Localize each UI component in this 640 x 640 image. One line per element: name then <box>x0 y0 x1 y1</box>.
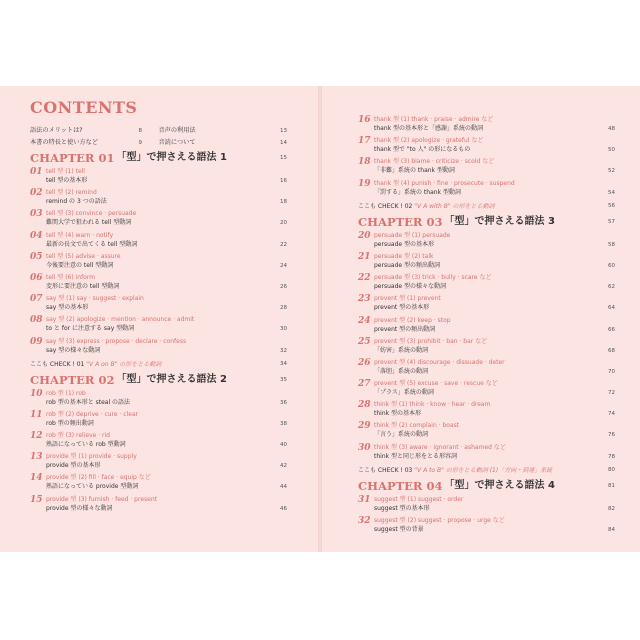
toc-entry <box>358 252 615 273</box>
entry-number: 22 <box>358 273 371 284</box>
entry-heading: thank 型 (1) thank · praise · admire など <box>374 116 494 123</box>
chapter-number: CHAPTER 03 <box>358 214 443 229</box>
entry-subtitle-row <box>374 166 615 176</box>
entry-subtitle-row <box>374 504 615 514</box>
entry-subtitle-row <box>374 525 615 535</box>
chapter-page: 35 <box>280 376 287 383</box>
entry-page: 60 <box>608 262 615 269</box>
toc-entry <box>30 410 287 431</box>
toc-entry <box>358 294 615 315</box>
entry-subtitle: 熟語になっている provide 型動詞 <box>46 483 139 491</box>
entry-text <box>46 473 287 492</box>
entry-subtitle-row <box>46 282 287 292</box>
entry-subtitle: 「非難」系統の thank 型動詞 <box>374 167 455 175</box>
entry-text <box>46 252 287 271</box>
chapter-number: CHAPTER 02 <box>30 372 115 387</box>
entry-page: 68 <box>608 347 615 354</box>
intro-item-page: 8 <box>138 128 142 134</box>
entry-text <box>374 421 615 440</box>
entry-page: 50 <box>608 147 615 154</box>
entry-text <box>374 358 615 377</box>
entry-number: 21 <box>358 251 371 262</box>
entry-page: 74 <box>608 411 615 418</box>
entry-heading: persuade 型 (1) persuade <box>374 231 451 239</box>
entry-subtitle: 「妨害」系統の動詞 <box>374 346 429 354</box>
entry-text <box>374 337 615 356</box>
entry-subtitle-row <box>46 176 287 186</box>
entry-subtitle-row <box>46 440 287 450</box>
entry-heading: rob 型 (2) deprive · cure · clear <box>46 410 139 418</box>
entry-subtitle: persuade 型の基本形 <box>374 240 434 248</box>
chapter-number: CHAPTER 04 <box>358 478 443 493</box>
entry-heading: suggest 型 (2) suggest · propose · urge など <box>374 517 505 524</box>
toc-entry <box>30 473 287 494</box>
entry-page: 20 <box>280 220 287 227</box>
entry-subtitle: 変形に要注意の tell 型動詞 <box>46 282 120 290</box>
check-highlight: "V A to B" の形をとる動詞 (1)「方向・到達」系統 <box>414 466 553 474</box>
entry-number: 02 <box>30 188 43 199</box>
entry-subtitle: say 型の様々な動詞 <box>46 346 101 354</box>
entry-page: 62 <box>608 284 615 291</box>
intro-item-page: 13 <box>280 128 287 134</box>
entry-subtitle-row <box>374 188 615 198</box>
intro-list <box>30 125 287 149</box>
entry-subtitle-row <box>374 346 615 356</box>
left-page <box>30 97 287 516</box>
entry-page: 48 <box>608 126 615 132</box>
entry-subtitle-row <box>374 240 615 250</box>
entry-text <box>46 410 287 429</box>
entry-heading: prevent 型 (4) discourage · dissuade · deter <box>374 358 505 366</box>
contents-title: CONTENTS <box>30 98 138 117</box>
entry-heading: rob 型 (1) rob <box>46 389 86 397</box>
entry-page: 78 <box>608 453 615 460</box>
check-label: ここも CHECK ! 03 <box>358 466 415 474</box>
entry-subtitle: 難関大学で狙われる tell 型動詞 <box>46 219 132 227</box>
entry-subtitle: think 型の基本形 <box>374 410 422 418</box>
entry-page: 84 <box>608 527 615 533</box>
entry-number: 13 <box>30 452 43 463</box>
entry-subtitle-row <box>46 240 287 250</box>
entry-number: 29 <box>358 421 371 432</box>
entry-heading: say 型 (1) say · suggest · explain <box>46 295 144 303</box>
entry-number: 16 <box>358 115 371 125</box>
entry-heading: tell 型 (3) convince · persuade <box>46 210 137 218</box>
toc-entry <box>30 294 287 315</box>
entry-subtitle: 「言う」系統の動詞 <box>374 431 429 439</box>
entry-subtitle-row <box>374 124 615 134</box>
intro-item-title: 音声の利用法 <box>158 127 196 134</box>
entry-subtitle: prevent 型の基本形 <box>374 304 430 312</box>
entry-heading: persuade 型 (2) talk <box>374 252 434 260</box>
toc-entry <box>30 315 287 336</box>
intro-row <box>30 125 287 137</box>
intro-item-title: 語法のメリットは? <box>30 127 83 134</box>
entry-page: 24 <box>280 262 287 269</box>
entry-subtitle: rob 型の基本形と steal の語法 <box>46 398 131 406</box>
toc-entry <box>358 115 615 136</box>
entry-subtitle: thank 型で "to 人" の形になるもの <box>374 146 471 154</box>
entry-heading: tell 型 (1) tell <box>46 168 85 175</box>
entry-text <box>46 452 287 471</box>
entry-text <box>374 273 615 292</box>
entry-subtitle: to と for に注意する say 型動詞 <box>46 325 135 333</box>
entry-subtitle: 「プラス」系統の動詞 <box>374 389 434 397</box>
intro-item-page: 9 <box>138 140 142 146</box>
chapter-heading <box>358 477 615 495</box>
entry-subtitle: 「罰する」系統の thank 型動詞 <box>374 188 461 196</box>
entry-text <box>374 179 615 198</box>
entry-page: 66 <box>608 326 615 333</box>
entry-text <box>374 495 615 514</box>
book-gutter <box>318 86 322 552</box>
toc-entry <box>358 337 615 358</box>
check-highlight: "V A with B" の形をとる動詞 <box>414 202 495 210</box>
entry-number: 28 <box>358 400 371 411</box>
right-page <box>358 115 615 537</box>
entry-subtitle-row <box>374 282 615 292</box>
check-row <box>358 200 615 213</box>
chapter-page: 81 <box>608 482 615 489</box>
entry-number: 25 <box>358 336 371 347</box>
entry-text <box>46 431 287 450</box>
entry-heading: think 型 (2) complain · boast <box>374 422 460 430</box>
entry-page: 64 <box>608 305 615 312</box>
entry-page: 32 <box>280 347 287 354</box>
entry-subtitle-row <box>46 461 287 471</box>
toc-entry <box>358 443 615 464</box>
entry-heading: tell 型 (4) warn · notify <box>46 231 114 239</box>
check-page: 34 <box>280 360 287 367</box>
entry-subtitle-row <box>46 261 287 271</box>
entry-heading: provide 型 (3) furnish · feed · present <box>46 495 157 503</box>
entry-text <box>374 231 615 250</box>
entry-heading: thank 型 (4) punish · fine · prosecute · suspend <box>374 179 515 187</box>
entry-text <box>46 231 287 250</box>
entry-text <box>46 315 287 334</box>
entry-subtitle-row <box>374 409 615 419</box>
toc-entry <box>30 188 287 209</box>
entry-heading: tell 型 (2) remind <box>46 189 97 197</box>
check-row <box>358 464 615 477</box>
check-text <box>358 200 608 213</box>
check-page: 80 <box>608 466 615 473</box>
entry-heading: prevent 型 (1) prevent <box>374 295 441 303</box>
entry-subtitle: 「落胆」系統の動詞 <box>374 367 429 375</box>
entry-subtitle: suggest 型の背景 <box>374 526 424 533</box>
entry-heading: thank 型 (2) apologize · grateful など <box>374 137 484 145</box>
entry-number: 06 <box>30 272 43 283</box>
entry-heading: provide 型 (1) provide · supply <box>46 453 137 461</box>
entry-subtitle: tell 型の基本形 <box>46 177 88 184</box>
entry-number: 15 <box>30 494 43 505</box>
entry-heading: rob 型 (3) relieve · rid <box>46 432 110 440</box>
entry-subtitle: suggest 型の基本形 <box>374 504 430 512</box>
entry-text <box>46 389 287 408</box>
entry-page: 42 <box>280 463 287 470</box>
entry-heading: prevent 型 (3) prohibit · ban · bar など <box>374 337 488 345</box>
entry-text <box>46 294 287 313</box>
entry-subtitle: think 型と同じ形をとる形容詞 <box>374 452 458 460</box>
toc-entry <box>358 316 615 337</box>
entry-text <box>374 136 615 155</box>
entry-subtitle-row <box>374 430 615 440</box>
intro-item-title: 本書の特長と使い方など <box>30 139 99 146</box>
entry-number: 05 <box>30 251 43 262</box>
entry-number: 17 <box>358 136 371 147</box>
entry-heading: prevent 型 (5) excuse · save · rescue など <box>374 380 498 388</box>
entry-number: 10 <box>30 388 43 399</box>
intro-row <box>30 137 287 149</box>
intro-item-page: 14 <box>280 140 287 146</box>
entry-subtitle-row <box>374 261 615 271</box>
entry-page: 38 <box>280 420 287 427</box>
entry-number: 08 <box>30 315 43 326</box>
entry-page: 36 <box>280 399 287 406</box>
toc-entry <box>358 516 615 537</box>
entry-number: 14 <box>30 473 43 484</box>
chapter-title: 「型」で押さえる語法 4 <box>444 479 555 491</box>
entry-subtitle: rob 型の頻出動詞 <box>46 419 94 427</box>
entry-page: 18 <box>280 199 287 206</box>
entry-heading: suggest 型 (1) suggest · order <box>374 495 464 503</box>
chapter-title: 「型」で押さえる語法 2 <box>116 373 227 385</box>
entry-heading: provide 型 (2) fill · face · equip など <box>46 474 151 482</box>
chapter-heading <box>358 213 615 231</box>
chapter-title: 「型」で押さえる語法 3 <box>444 215 555 227</box>
toc-entry <box>358 379 615 400</box>
toc-entry <box>30 337 287 358</box>
entry-number: 32 <box>358 516 371 526</box>
entry-number: 09 <box>30 336 43 347</box>
check-highlight: "V A on B" の形をとる動詞 <box>86 360 162 368</box>
entry-number: 03 <box>30 209 43 220</box>
entry-subtitle-row <box>46 197 287 207</box>
intro-item-title: 音読について <box>158 139 196 146</box>
entry-number: 23 <box>358 294 371 305</box>
entry-text <box>374 400 615 419</box>
intro-item <box>30 125 159 137</box>
entry-subtitle-row <box>46 419 287 429</box>
check-text <box>30 358 280 371</box>
check-text <box>358 464 608 477</box>
entry-text <box>374 379 615 398</box>
toc-entry <box>30 252 287 273</box>
left-sections <box>30 149 287 516</box>
entry-number: 12 <box>30 431 43 442</box>
entry-number: 27 <box>358 379 371 390</box>
entry-subtitle-row <box>46 482 287 492</box>
chapter-number: CHAPTER 01 <box>30 151 115 165</box>
entry-subtitle: thank 型の基本形と「感謝」系統の動詞 <box>374 125 484 132</box>
entry-subtitle: 今後要注意の tell 型動詞 <box>46 261 114 269</box>
entry-subtitle: prevent 型の頻出動詞 <box>374 325 436 333</box>
entry-heading: think 型 (1) think · know · hear · dream <box>374 401 491 409</box>
entry-page: 28 <box>280 305 287 312</box>
entry-subtitle-row <box>374 325 615 335</box>
toc-entry <box>358 231 615 252</box>
entry-text <box>374 516 615 535</box>
entry-subtitle: remind の 3 つの語法 <box>46 198 107 206</box>
entry-page: 70 <box>608 368 615 375</box>
entry-text <box>374 443 615 462</box>
toc-entry <box>358 400 615 421</box>
entry-page: 52 <box>608 168 615 175</box>
toc-entry <box>30 209 287 230</box>
entry-number: 01 <box>30 167 43 177</box>
chapter-page: 57 <box>608 218 615 225</box>
entry-page: 46 <box>280 505 287 512</box>
entry-number: 30 <box>358 442 371 453</box>
toc-entry <box>358 157 615 178</box>
entry-text <box>374 316 615 335</box>
toc-entry <box>30 431 287 452</box>
entry-heading: tell 型 (6) inform <box>46 273 96 281</box>
entry-page: 40 <box>280 442 287 449</box>
entry-number: 31 <box>358 494 371 505</box>
entry-number: 04 <box>30 230 43 241</box>
entry-page: 82 <box>608 505 615 512</box>
entry-text <box>46 167 287 186</box>
toc-entry <box>30 273 287 294</box>
entry-page: 76 <box>608 432 615 439</box>
entry-heading: say 型 (2) apologize · mention · announce · admit <box>46 316 195 324</box>
entry-subtitle-row <box>374 145 615 155</box>
entry-subtitle-row <box>374 452 615 462</box>
entry-page: 30 <box>280 326 287 333</box>
entry-subtitle: provide 型の基本形 <box>46 462 101 470</box>
chapter-heading <box>30 149 287 167</box>
toc-entry <box>30 231 287 252</box>
intro-item <box>159 137 288 149</box>
toc-entry <box>358 495 615 516</box>
entry-page: 16 <box>280 178 287 184</box>
entry-subtitle-row <box>46 324 287 334</box>
entry-subtitle-row <box>374 367 615 377</box>
intro-item <box>159 125 288 137</box>
entry-subtitle: persuade 型の様々な動詞 <box>374 283 446 291</box>
entry-text <box>46 337 287 356</box>
entry-number: 18 <box>358 157 371 168</box>
entry-text <box>374 157 615 176</box>
entry-subtitle: 熟語になっている rob 型動詞 <box>46 441 126 449</box>
entry-heading: think 型 (3) aware · ignorant · ashamed など <box>374 443 506 451</box>
entry-page: 54 <box>608 189 615 196</box>
entry-subtitle-row <box>46 504 287 514</box>
entry-text <box>374 115 615 134</box>
toc-entry <box>358 273 615 294</box>
entry-number: 19 <box>358 178 371 189</box>
chapter-page: 15 <box>280 155 287 161</box>
entry-subtitle-row <box>46 218 287 228</box>
entry-number: 07 <box>30 294 43 305</box>
chapter-title: 「型」で押さえる語法 1 <box>116 152 227 163</box>
entry-number: 24 <box>358 315 371 326</box>
entry-subtitle: persuade 型の頻出動詞 <box>374 261 440 269</box>
intro-item <box>30 137 159 149</box>
entry-subtitle-row <box>46 398 287 408</box>
entry-number: 11 <box>30 409 43 420</box>
toc-entry <box>30 167 287 188</box>
check-label: ここも CHECK ! 02 <box>358 202 415 210</box>
check-label: ここも CHECK ! 01 <box>30 360 87 368</box>
entry-subtitle-row <box>374 388 615 398</box>
entry-number: 20 <box>358 230 371 241</box>
toc-entry <box>358 136 615 157</box>
toc-entry <box>30 495 287 516</box>
toc-entry <box>358 421 615 442</box>
right-sections <box>358 115 615 537</box>
chapter-heading <box>30 371 287 389</box>
entry-subtitle: 最新の長文で出てくる tell 型動詞 <box>46 240 138 248</box>
entry-heading: thank 型 (3) blame · criticize · scold など <box>374 158 495 166</box>
entry-heading: say 型 (3) express · propose · declare · confess <box>46 337 187 345</box>
entry-subtitle-row <box>46 303 287 313</box>
entry-page: 22 <box>280 241 287 248</box>
entry-text <box>374 294 615 313</box>
entry-text <box>46 495 287 514</box>
entry-subtitle: say 型の基本形 <box>46 304 89 312</box>
entry-subtitle-row <box>46 346 287 356</box>
entry-subtitle: provide 型の様々な動詞 <box>46 504 113 512</box>
check-page: 56 <box>608 202 615 209</box>
entry-text <box>46 273 287 292</box>
entry-page: 26 <box>280 283 287 290</box>
entry-heading: persuade 型 (3) trick · bully · scare など <box>374 274 492 282</box>
toc-entry <box>30 389 287 410</box>
check-row <box>30 358 287 371</box>
entry-page: 58 <box>608 241 615 248</box>
entry-page: 44 <box>280 484 287 491</box>
toc-entry <box>358 358 615 379</box>
entry-heading: tell 型 (5) advise · assure <box>46 252 121 260</box>
toc-entry <box>30 452 287 473</box>
entry-subtitle-row <box>374 303 615 313</box>
entry-number: 26 <box>358 357 371 368</box>
entry-page: 72 <box>608 390 615 397</box>
entry-heading: prevent 型 (2) keep · stop <box>374 316 451 324</box>
entry-text <box>374 252 615 271</box>
entry-text <box>46 209 287 228</box>
entry-text <box>46 188 287 207</box>
toc-entry <box>358 179 615 200</box>
